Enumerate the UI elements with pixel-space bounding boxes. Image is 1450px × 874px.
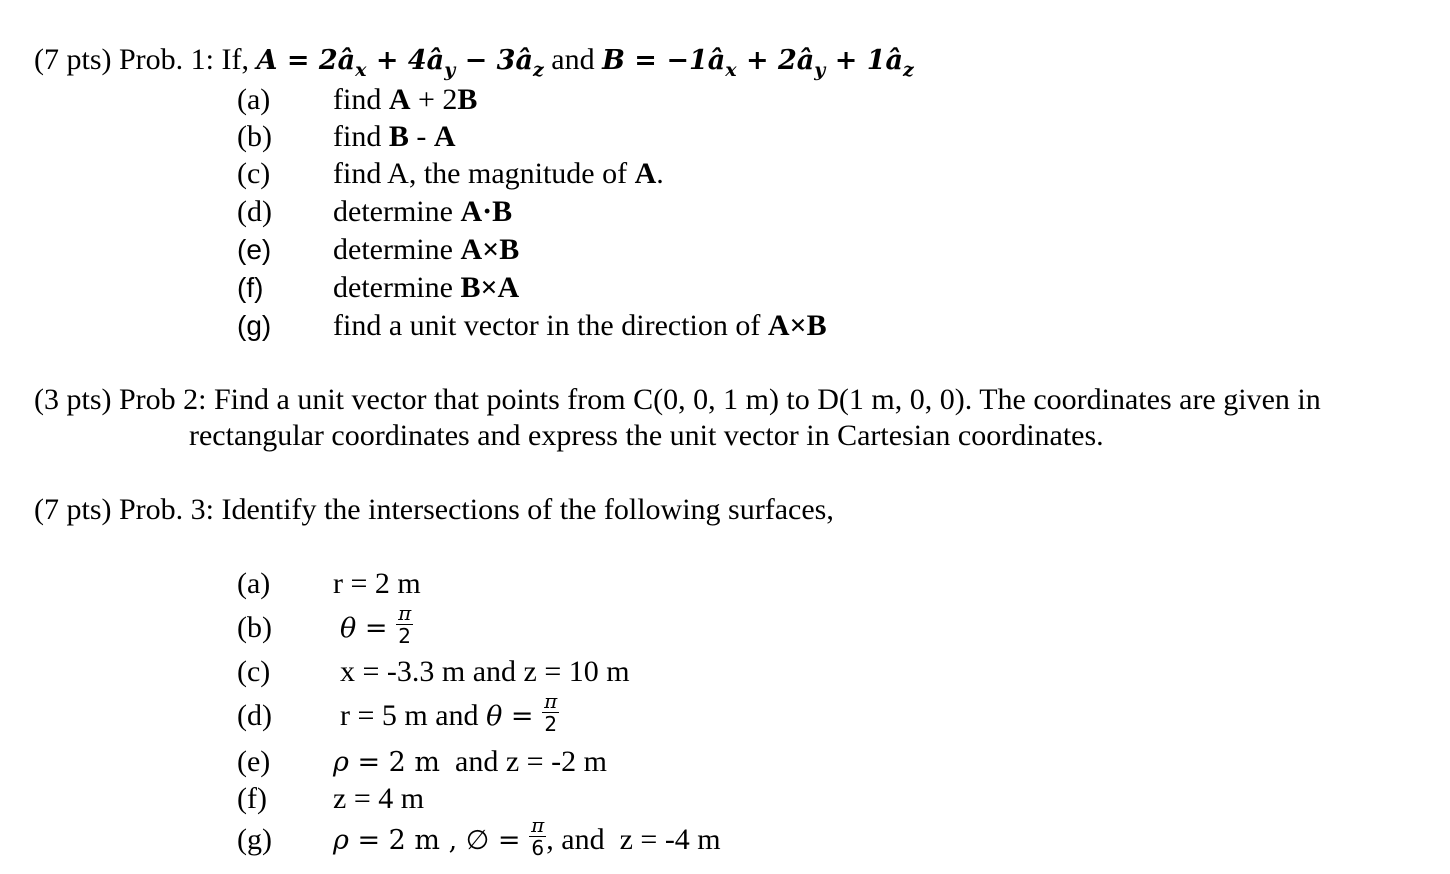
and-text: and	[543, 43, 603, 76]
prob3-item-label: (a)	[237, 567, 271, 600]
prob2-line1: (3 pts) Prob 2: Find a unit vector that points from C(0, 0, 1 m) to D(1 m, 0, 0). The coordinates are given in	[34, 383, 1321, 416]
prob2-line2: rectangular coordinates and express the unit vector in Cartesian coordinates.	[189, 419, 1104, 452]
prob3-item-label: (f)	[237, 782, 267, 815]
prob1-item-text: determine A·B	[333, 195, 513, 228]
prob1-item-label: (c)	[237, 157, 271, 190]
pi-over-2-fraction: $\frac{\pi}{2}$	[398, 600, 412, 648]
prob1-item-label: (e)	[237, 234, 272, 265]
prob1-item-text: find B - A	[333, 120, 456, 153]
vector-a-equation: $A = 2â_x$ + $4â_y$ − $3â_z$	[256, 45, 544, 81]
prob1-item-label: (d)	[237, 195, 272, 228]
prob1-item-label: (a)	[237, 83, 271, 116]
prob3-item-label: (e)	[237, 745, 271, 778]
prob1-item-text: determine A×B	[333, 233, 520, 266]
prob3-item-text: z = 4 m	[333, 782, 425, 815]
prob1-item-label: (f)	[237, 272, 264, 303]
prob3-item-text: r = 2 m	[333, 567, 421, 600]
prob1-item-text: find a unit vector in the direction of A×B	[333, 309, 827, 342]
prob3-header: (7 pts) Prob. 3: Identify the intersections of the following surfaces,	[34, 493, 834, 526]
prob3-item-label: (g)	[237, 823, 272, 856]
pi-over-6-fraction: $\frac{\pi}{6}$	[531, 812, 545, 860]
prob3-item-text: ρ = 2 m , ∅ = $\frac{\pi}{6}$ , and z = -4 m	[333, 812, 721, 860]
prob3-item-text: r = 5 m and θ = $\frac{\pi}{2}$	[340, 688, 558, 736]
prob1-item-label: (b)	[237, 120, 272, 153]
prob3-item-label: (b)	[237, 611, 272, 644]
prob1-item-text: find A, the magnitude of A.	[333, 157, 664, 190]
prob1-item-text: determine B×A	[333, 271, 520, 304]
pi-over-2-fraction: $\frac{\pi}{2}$	[544, 688, 558, 736]
prob3-item-text: ρ = 2 m and z = -2 m	[333, 745, 607, 778]
prob1-prefix: (7 pts) Prob. 1: If,	[34, 43, 257, 76]
prob3-item-label: (d)	[237, 699, 272, 732]
prob1-item-label: (g)	[237, 310, 272, 341]
prob3-item-text: x = -3.3 m and z = 10 m	[340, 655, 630, 688]
prob1-item-text: find A + 2B	[333, 83, 478, 116]
vector-b-equation: $B = -1â_x$ + $2â_y$ + $1â_z$	[602, 45, 914, 81]
prob3-item-label: (c)	[237, 655, 271, 688]
prob3-item-text: θ = $\frac{\pi}{2}$	[340, 600, 412, 648]
